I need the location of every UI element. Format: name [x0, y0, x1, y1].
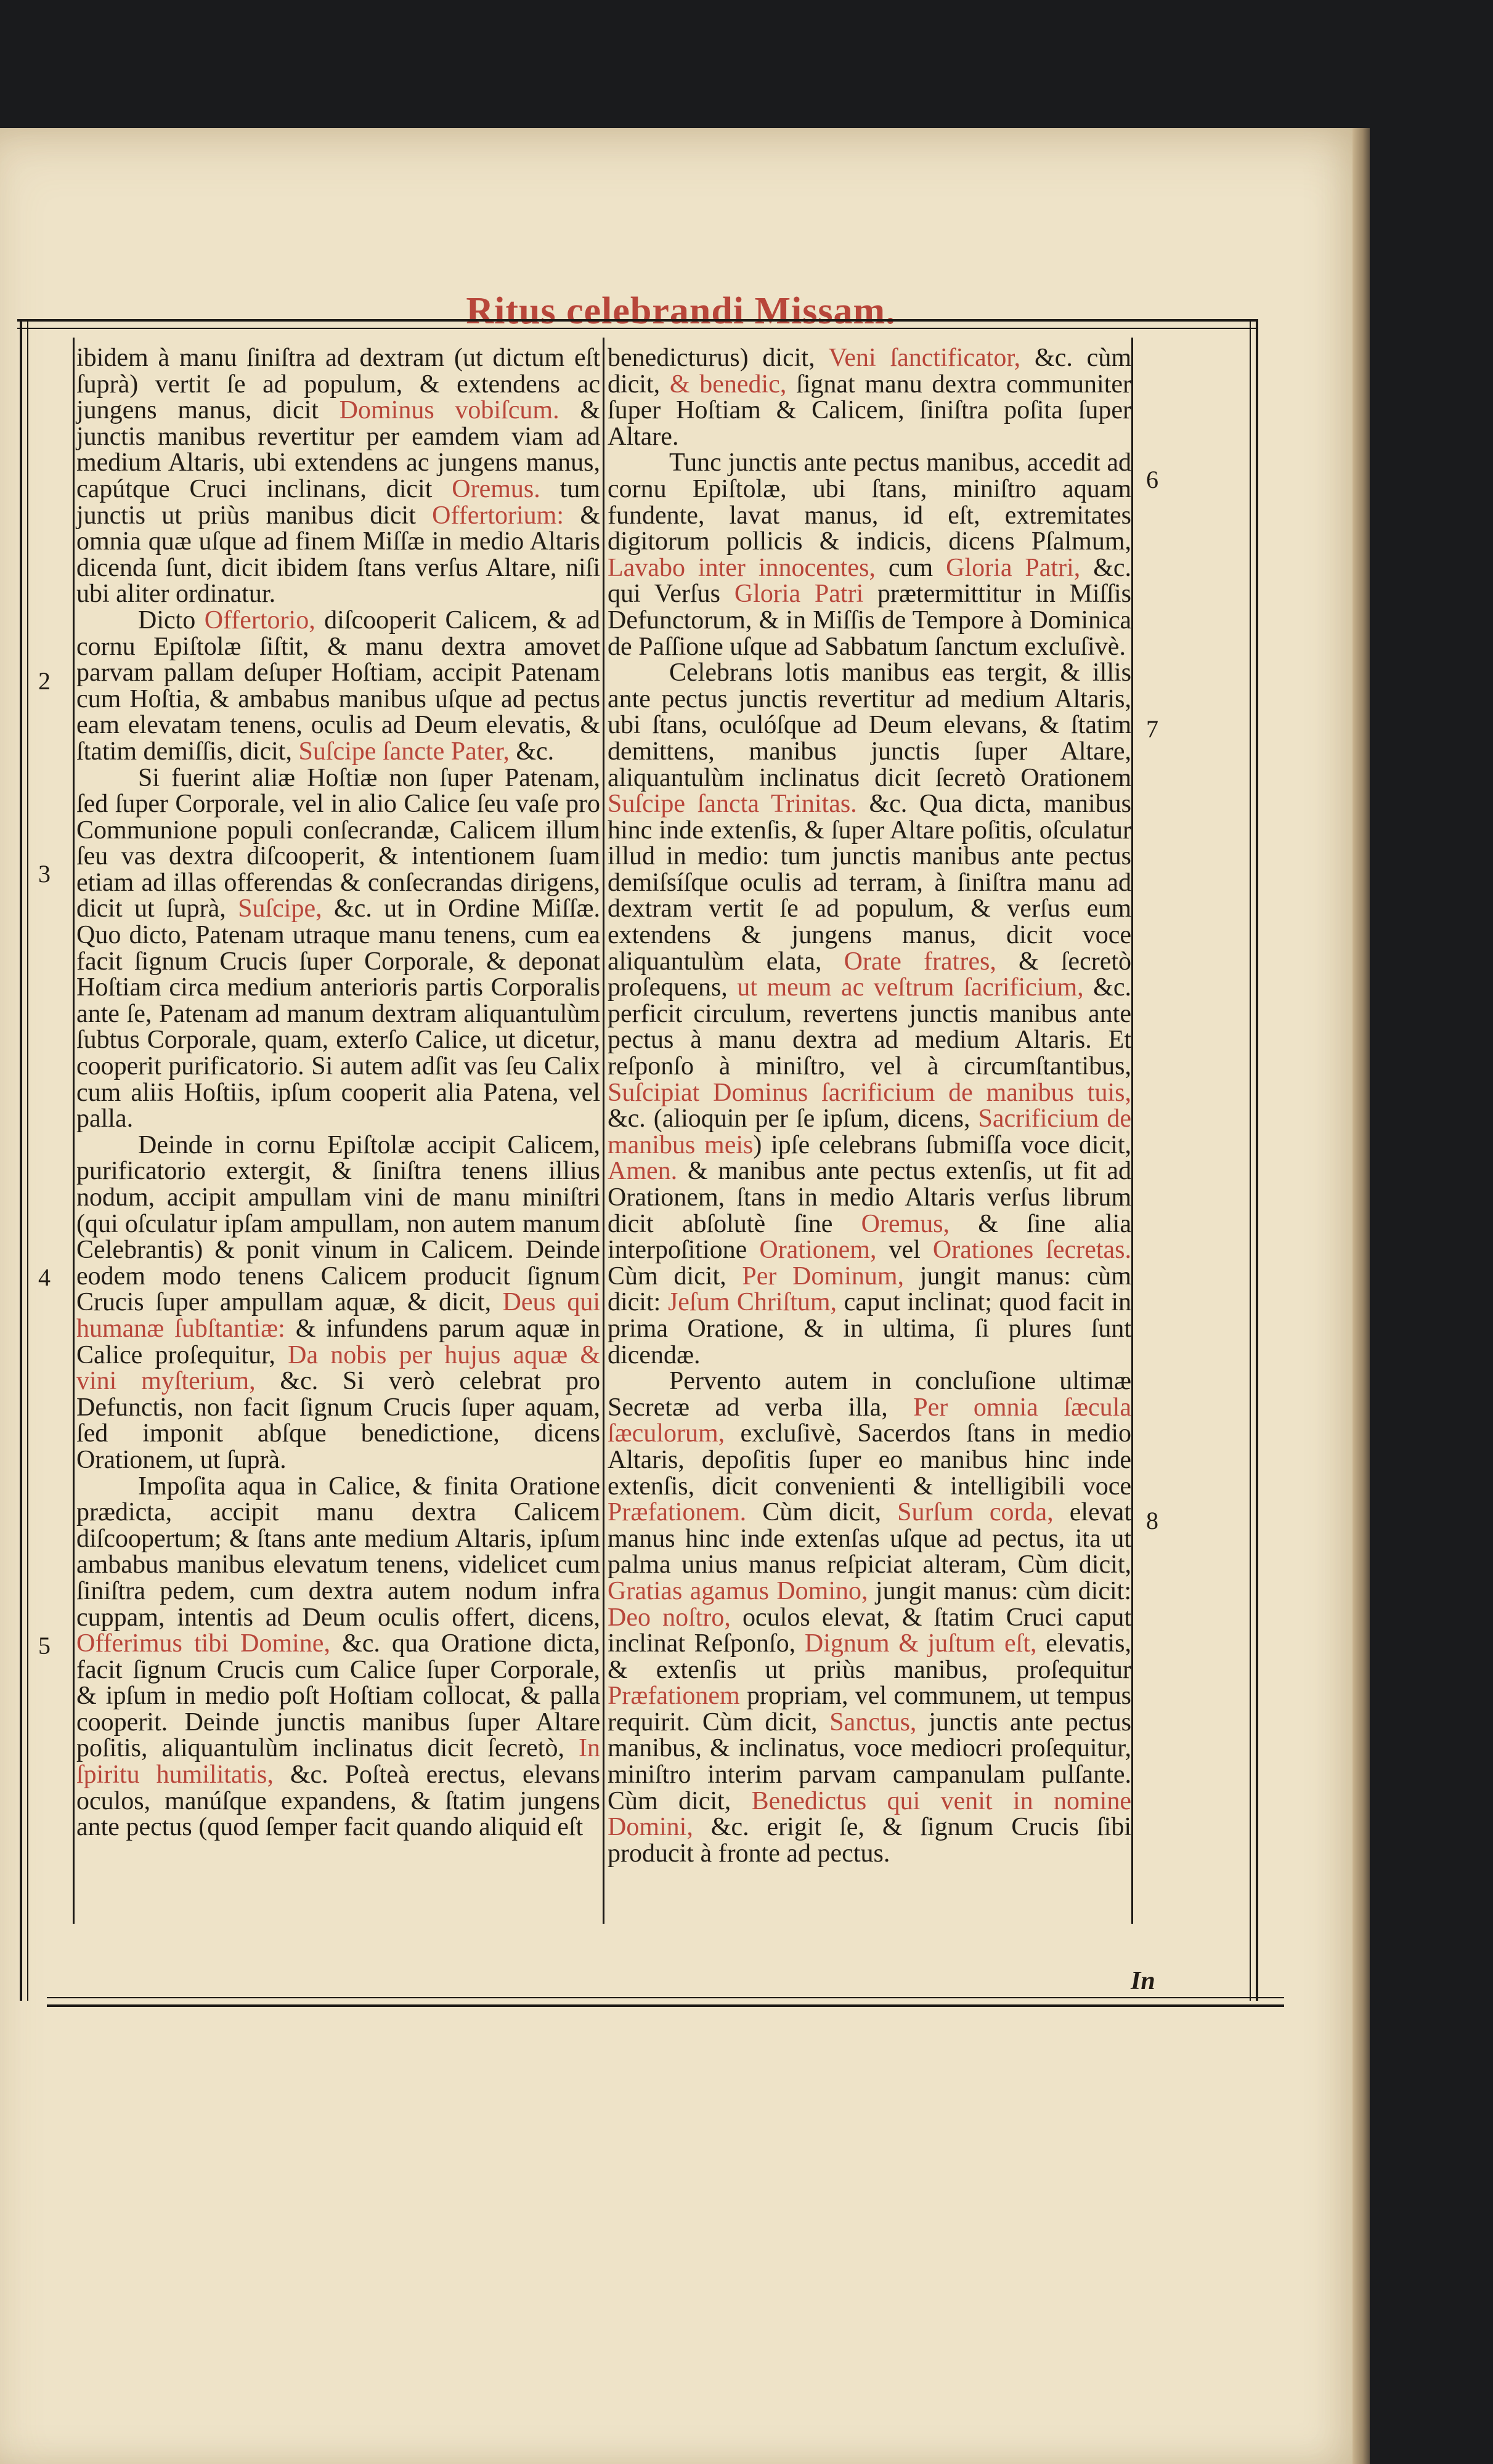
column-divider	[603, 338, 604, 1924]
frame-right-rule	[1250, 319, 1258, 2001]
margin-number: 7	[1146, 715, 1158, 743]
margin-number: 3	[38, 860, 51, 888]
rubric-text: Præfationem.	[608, 1498, 747, 1527]
paragraph	[76, 345, 600, 607]
body-text: & ſecretò proſequens,	[608, 947, 1132, 1002]
paragraph	[76, 1473, 600, 1841]
rubric-text: Surſum corda,	[897, 1498, 1054, 1527]
rubric-text: Jeſum Chriſtum,	[667, 1288, 837, 1317]
body-text: Cùm dicit,	[608, 1262, 742, 1291]
rubric-text: Lavabo inter innocentes,	[608, 553, 876, 582]
rubric-text: Veni ſanctificator,	[828, 344, 1021, 372]
margin-number: 5	[38, 1632, 51, 1660]
right-text-column	[608, 345, 1131, 1866]
body-text: &c. perficit circulum, revertens junctis manibus ante pectus à manu dextra ad medium Altaris. Et reſponſo à miniſtro, vel à circumſtantibus,	[608, 973, 1131, 1081]
body-text: & ſine alia interpoſitione	[608, 1209, 1131, 1265]
rubric-text: Dignum & juſtum eſt,	[804, 1629, 1037, 1658]
right-column-rule	[1131, 338, 1133, 1924]
body-text: Si fuerint aliæ Hoſtiæ non ſuper Patenam, ſed ſuper Corporale, vel in alio Calice ſeu vaſe pro Communione populi conſecrandæ, Calicem illum ſeu vas dextra diſcooperit, & intentionem ſuam etiam ad illas offerendas & conſecrandas dirigens, dicit ut ſuprà,	[76, 763, 600, 923]
left-text-column	[76, 345, 600, 1841]
paragraph	[608, 1368, 1131, 1866]
rubric-text: Da nobis per hujus aquæ & vini myſterium,	[76, 1340, 601, 1396]
body-text: Dicto	[138, 606, 205, 634]
body-text: Pervento autem in concluſione ultimæ Secretæ ad verba illa,	[608, 1367, 1131, 1422]
body-text: caput inclinat; quod facit in prima Oratione, & in ultima, ſi plures ſunt dicendæ.	[608, 1288, 1131, 1369]
rubric-text: Suſcipe,	[238, 894, 322, 923]
body-text: &c. ut in Ordine Miſſæ. Quo dicto, Patenam utraque manu tenens, cum ea facit ſignum Crucis ſuper Corporale, & deponat Hoſtiam circa medium anterioris partis Corporalis ante ſe, Patenam ad manum dextram aliquantulùm ſubtus Corporale, quam, exterſo Calice, ut dicetur, cooperit purificatorio. Si autem adſit vas ſeu Calix cum aliis Hoſtiis, ipſum cooperit alia Patena, vel palla.	[76, 894, 600, 1133]
paragraph	[608, 660, 1131, 1368]
rubric-text: Dominus vobiſcum.	[339, 396, 559, 425]
margin-number: 4	[38, 1263, 51, 1291]
body-text: junctis ante pectus manibus, & inclinatus, voce mediocri proſequitur, miniſtro interim parvam campanulam pulſante. Cùm dicit,	[608, 1708, 1131, 1815]
rubric-text: Sanctus,	[829, 1708, 917, 1737]
rubric-text: Deo noſtro,	[608, 1603, 731, 1632]
paragraph	[608, 345, 1131, 450]
margin-number: 8	[1146, 1507, 1158, 1534]
rubric-text: Orationes ſecretas.	[932, 1236, 1131, 1265]
rubric-text: Sacrificium de manibus meis	[608, 1104, 1132, 1159]
frame-bottom-rule	[47, 1997, 1284, 2007]
rubric-text: Gloria Patri,	[946, 553, 1081, 582]
body-text: jungit manus: cùm dicit:	[608, 1262, 1131, 1317]
body-text: &c. qua Oratione dicta, facit ſignum Crucis cum Calice ſuper Corporale, & ipſum in medio poſt Hoſtiam collocat, & palla cooperit. Deinde junctis manibus ſuper Altare poſitis, aliquantulùm inclinatus dicit ſecretò,	[76, 1629, 600, 1763]
frame-left-rule	[20, 319, 28, 2001]
body-text: &c. erigit ſe, & ſignum Crucis ſibi producit à fronte ad pectus.	[608, 1813, 1131, 1868]
body-text: tum junctis ut priùs manibus dicit	[76, 474, 601, 530]
page-edge	[1353, 128, 1370, 2464]
paragraph	[76, 765, 600, 1132]
catchword: In	[1131, 1967, 1155, 1995]
rubric-text: Oremus,	[861, 1209, 950, 1238]
rubric-text: Orate fratres,	[844, 947, 996, 976]
body-text: & infundens parum aquæ in Calice proſequitur,	[76, 1314, 600, 1369]
body-text: elevat manus hinc inde extenſas uſque ad pectus, ita ut palma unius manus reſpiciat alteram, Cùm dicit,	[608, 1498, 1131, 1579]
body-text: jungit manus: cùm dicit:	[868, 1576, 1131, 1605]
body-text: &c. Poſteà erectus, elevans oculos, manúſque expandens, & ſtatim jungens ante pectus (quod ſemper facit quando aliquid eſt	[76, 1761, 600, 1842]
body-text: &c. Si verò celebrat pro Defunctis, non facit ſignum Crucis ſuper aquam, ſed imponit abſque benedictione, dicens Orationem, ut ſuprà.	[76, 1367, 601, 1474]
rubric-text: Gloria Patri	[734, 580, 864, 609]
body-text: elevatis, & extenſis ut priùs manibus, proſequitur	[608, 1629, 1132, 1684]
body-text: Impoſita aqua in Calice, & finita Oratione prædicta, accipit manu dextra Calicem diſcoopertum; & ſtans ante medium Altaris, ipſum ambabus manibus elevatum tenens, videlicet cum ſiniſtra pedem, cum dextra autem nodum infra cuppam, intentis ad Deum oculis offert, dicens,	[76, 1472, 600, 1632]
body-text: &c. Qua dicta, manibus hinc inde extenſis, & ſuper Altare poſitis, oſculatur illud in medio: tum junctis manibus ante pectus demiſsíſque oculis ad terram, à ſiniſtra manu ad dextram vertit ſe ad populum, & verſus eum extendens & jungens manus, dicit voce aliquantulùm elata,	[608, 790, 1131, 976]
body-text: &c.	[509, 737, 555, 766]
margin-number: 6	[1146, 466, 1158, 493]
body-text: cum	[875, 553, 946, 582]
body-text: &c. cùm dicit,	[608, 344, 1131, 399]
body-text: oculos elevat, & ſtatim Cruci caput inclinat Reſponſo,	[608, 1603, 1131, 1658]
body-text: excluſivè, Sacerdos ſtans in medio Altaris, depoſitis ſuper eo manibus hinc inde extenſis, dicit convenienti & intelligibili voce	[608, 1419, 1131, 1501]
body-text: ) ipſe celebrans ſubmiſſa voce dicit,	[753, 1130, 1131, 1159]
rubric-text: Amen.	[608, 1157, 678, 1186]
rubric-text: In ſpiritu humilitatis,	[76, 1734, 600, 1789]
frame-top-rule	[17, 319, 1256, 329]
left-column-rule	[73, 338, 75, 1924]
rubric-text: Offertorium:	[432, 501, 564, 530]
rubric-text: & benedic,	[669, 370, 787, 399]
body-text: ſignat manu dextra communiter ſuper Hoſtiam & Calicem, ſiniſtra poſita ſuper Altare.	[608, 370, 1131, 451]
rubric-text: ut meum ac veſtrum ſacrificium,	[737, 973, 1084, 1002]
rubric-text: Suſcipe ſancta Trinitas.	[608, 790, 857, 819]
body-text: Deinde in cornu Epiſtolæ accipit Calicem, purificatorio extergit, & ſiniſtra tenens illius nodum, accipit ampullam vini de manu miniſtri (qui oſculatur ipſam ampullam, non autem manum Celebrantis) & ponit vinum in Calicem. Deinde eodem modo tenens Calicem producit ſignum Crucis ſuper ampullam aquæ, & dicit,	[76, 1130, 600, 1317]
body-text: & manibus ante pectus extenſis, ut fit ad Orationem, ſtans in medio Altaris verſus librum dicit abſolutè ſine	[608, 1157, 1131, 1238]
rubric-text: Offertorio,	[204, 606, 315, 634]
rubric-text: Per omnia ſæcula ſæculorum,	[608, 1393, 1131, 1448]
paragraph	[608, 450, 1131, 660]
body-text: benedicturus) dicit,	[608, 344, 829, 372]
paragraph	[76, 607, 600, 765]
body-text: prætermittitur in Miſſis Defunctorum, & in Miſſis de Tempore à Dominica de Paſſione uſque ad Sabbatum ſanctum excluſivè.	[608, 580, 1131, 661]
margin-number: 2	[38, 667, 51, 695]
body-text: Celebrans lotis manibus eas tergit, & illis ante pectus junctis revertitur ad medium Altaris, ubi ſtans, oculóſque ad Deum elevans, & ſtatim demittens, manibus junctis ſuper Altare, aliquantulùm inclinatus dicit ſecretò Orationem	[608, 659, 1131, 792]
body-text: ibidem à manu ſiniſtra ad dextram (ut dictum eſt ſuprà) vertit ſe ad populum, & extendens ac jungens manus, dicit	[76, 344, 600, 425]
body-text: Tunc junctis ante pectus manibus, accedit ad cornu Epiſtolæ, ubi ſtans, miniſtro aquam fundente, lavat manus, id eſt, extremitates digitorum pollicis & indicis, dicens Pſalmum,	[608, 448, 1131, 556]
body-text: vel	[876, 1236, 933, 1265]
paragraph	[76, 1132, 600, 1473]
body-text: &c. qui Verſus	[608, 553, 1132, 609]
page-heading: Ritus celebrandi Missam.	[466, 290, 896, 332]
rubric-text: Gratias agamus Domino,	[608, 1576, 868, 1605]
body-text: propriam, vel communem, ut tempus requirit. Cùm dicit,	[608, 1682, 1131, 1737]
rubric-text: Per Dominum,	[742, 1262, 904, 1291]
rubric-text: Oremus.	[452, 474, 540, 503]
rubric-text: Benedictus qui venit in nomine Domini,	[608, 1786, 1131, 1842]
body-text: & junctis manibus revertitur per eamdem viam ad medium Altaris, ubi extendens ac jungens manus, capútque Cruci inclinans, dicit	[76, 396, 600, 503]
body-text: & omnia quæ uſque ad finem Miſſæ in medio Altaris dicenda ſunt, dicit ibidem ſtans verſus Altare, niſi ubi aliter ordinatur.	[76, 501, 600, 609]
body-text: &c. (alioquin per ſe ipſum, dicens,	[608, 1104, 978, 1133]
body-text: diſcooperit Calicem, & ad cornu Epiſtolæ ſiſtit, & manu dextra amovet parvam pallam deſuper Hoſtiam, accipit Patenam cum Hoſtia, & ambabus manibus uſque ad pectus eam elevatam tenens, oculis ad Deum elevatis, & ſtatim demiſſis, dicit,	[76, 606, 601, 766]
rubric-text: Offerimus tibi Domine,	[76, 1629, 330, 1658]
rubric-text: Suſcipiat Dominus ſacrificium de manibus tuis,	[608, 1078, 1131, 1107]
body-text: Cùm dicit,	[746, 1498, 898, 1527]
rubric-text: Suſcipe ſancte Pater,	[298, 737, 510, 766]
rubric-text: Orationem,	[759, 1236, 877, 1265]
rubric-text: Deus qui humanæ ſubſtantiæ:	[76, 1288, 600, 1343]
rubric-text: Præfationem	[608, 1682, 740, 1711]
